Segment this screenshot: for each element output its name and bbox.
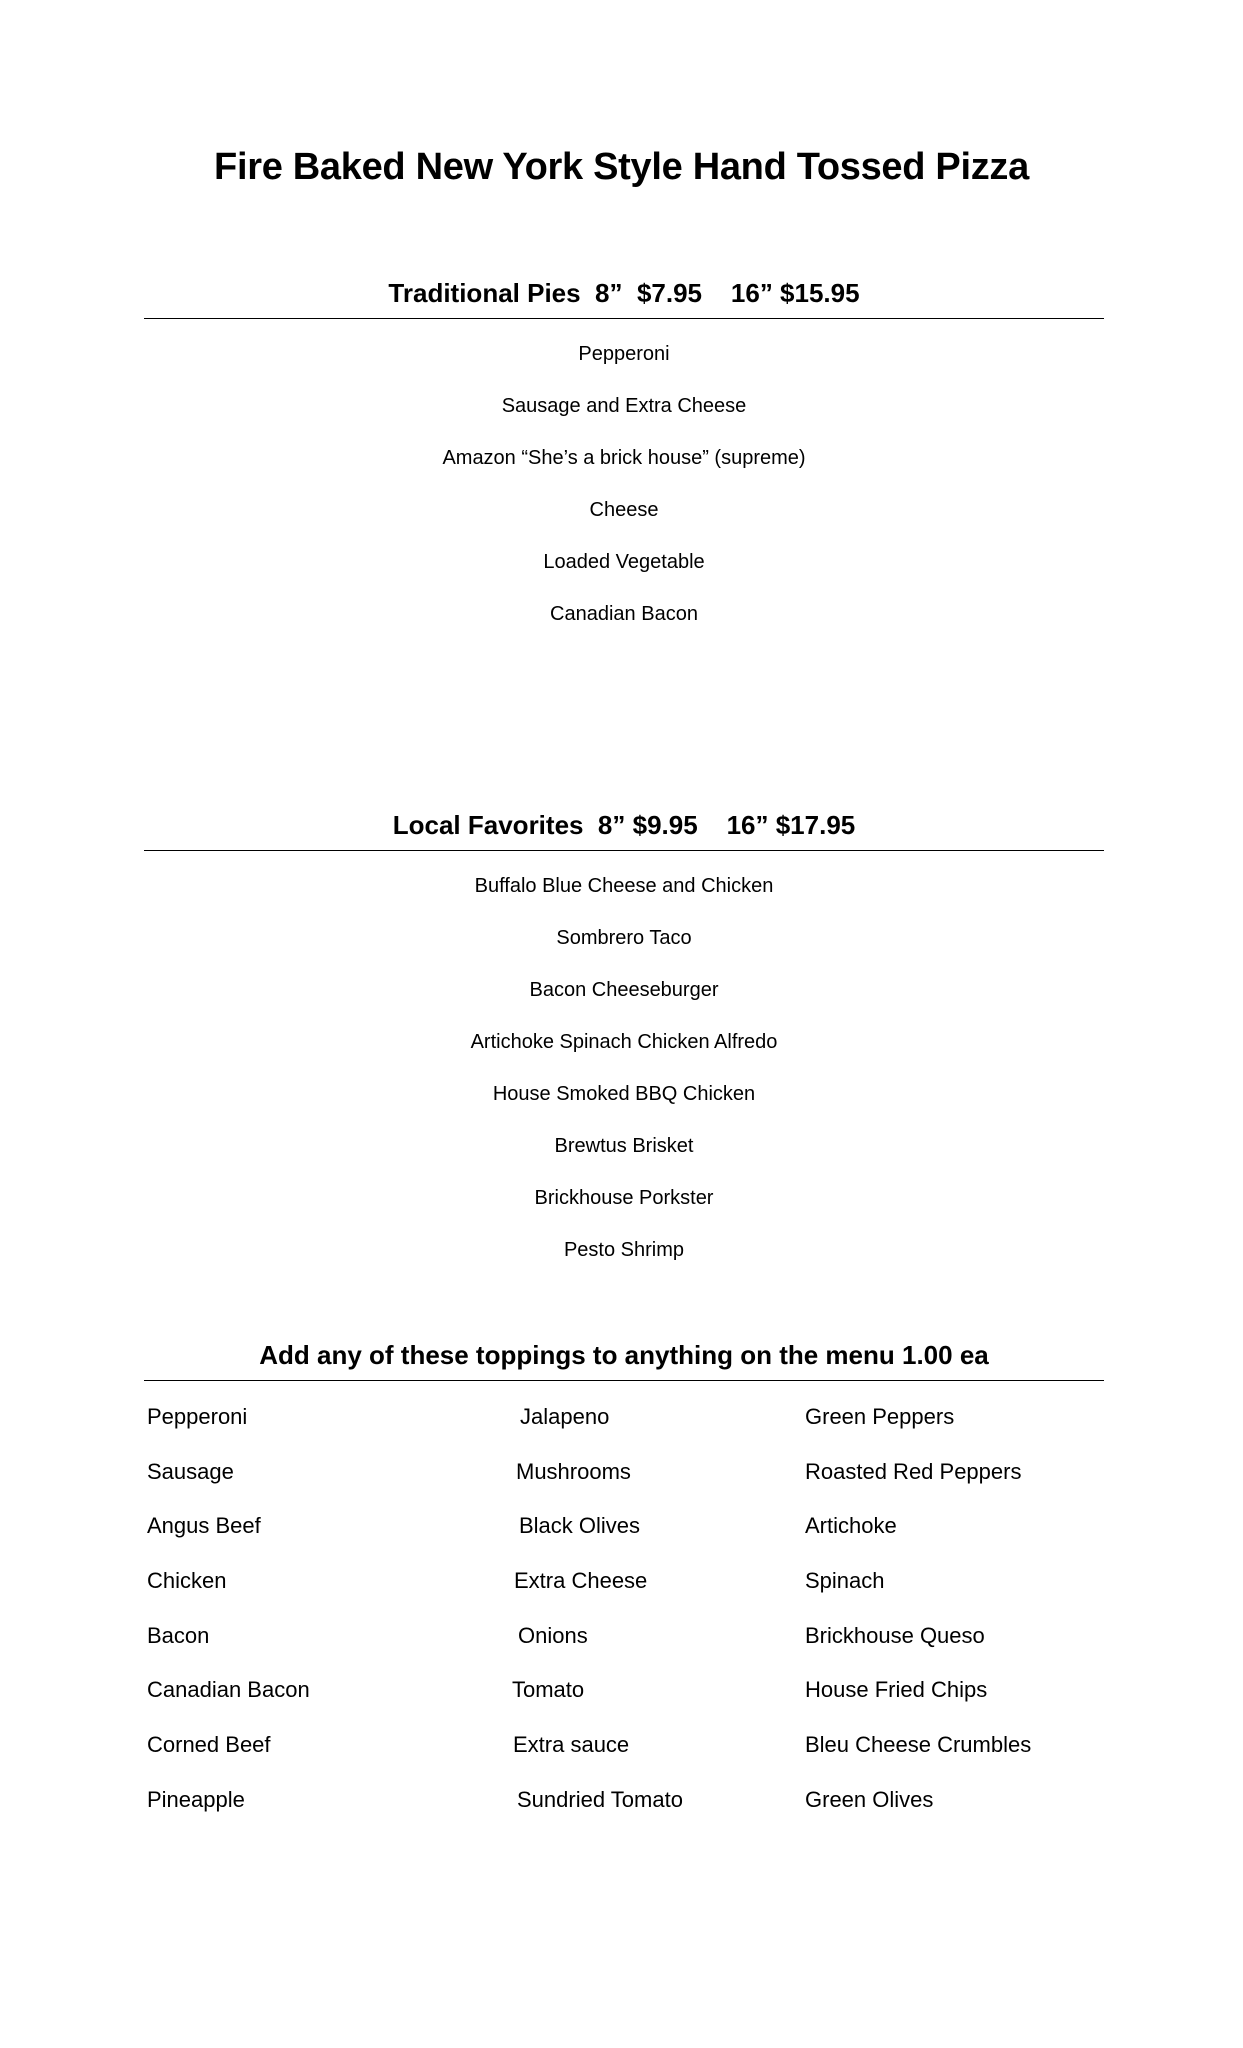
list-item: Angus Beef xyxy=(147,1513,261,1539)
list-item: Sundried Tomato xyxy=(517,1786,683,1812)
traditional-pies-divider xyxy=(144,318,1104,319)
list-item: Sombrero Taco xyxy=(556,927,692,949)
toppings-column-2 xyxy=(512,1390,683,1828)
list-item: Black Olives xyxy=(519,1513,641,1539)
toppings-grid xyxy=(0,1390,1243,1830)
list-item: Artichoke xyxy=(805,1513,897,1539)
list-item: Bacon xyxy=(147,1622,210,1648)
list-item: Brewtus Brisket xyxy=(554,1135,694,1157)
list-item: Brickhouse Queso xyxy=(805,1622,985,1648)
menu-title: Fire Baked New York Style Hand Tossed Pizza xyxy=(214,146,1029,188)
toppings-column-1 xyxy=(147,1390,310,1828)
traditional-pies-heading: Traditional Pies 8” $7.95 16” $15.95 xyxy=(388,278,860,308)
local-favorites-divider xyxy=(144,850,1104,851)
list-item: Amazon “She’s a brick house” (supreme) xyxy=(442,447,806,469)
list-item: Loaded Vegetable xyxy=(543,551,705,573)
list-item: Bleu Cheese Crumbles xyxy=(805,1732,1032,1758)
list-item: Pesto Shrimp xyxy=(563,1239,685,1261)
list-item: Extra sauce xyxy=(513,1732,630,1758)
list-item: Spinach xyxy=(805,1568,885,1594)
list-item: Green Peppers xyxy=(805,1404,955,1429)
list-item: Chicken xyxy=(147,1568,227,1594)
list-item: Tomato xyxy=(512,1677,585,1703)
list-item: Corned Beef xyxy=(147,1732,271,1758)
list-item: Canadian Bacon xyxy=(147,1677,310,1703)
toppings-column-3 xyxy=(805,1390,1031,1828)
list-item: Cheese xyxy=(589,499,659,521)
toppings-heading: Add any of these toppings to anything on the menu 1.00 ea xyxy=(259,1340,989,1370)
list-item: Pepperoni xyxy=(578,343,670,365)
list-item: House Smoked BBQ Chicken xyxy=(492,1083,756,1105)
list-item: Onions xyxy=(518,1622,588,1648)
local-favorites-list xyxy=(144,860,1104,1276)
list-item: Extra Cheese xyxy=(514,1568,648,1594)
list-item: Pineapple xyxy=(147,1786,245,1812)
toppings-divider xyxy=(144,1380,1104,1381)
list-item: Sausage xyxy=(147,1458,234,1484)
list-item: Jalapeno xyxy=(520,1404,610,1429)
list-item: Roasted Red Peppers xyxy=(805,1458,1022,1484)
list-item: Artichoke Spinach Chicken Alfredo xyxy=(470,1031,778,1053)
list-item: Sausage and Extra Cheese xyxy=(501,395,747,417)
local-favorites-heading: Local Favorites 8” $9.95 16” $17.95 xyxy=(392,810,856,840)
list-item: Buffalo Blue Cheese and Chicken xyxy=(474,875,774,897)
list-item: House Fried Chips xyxy=(805,1677,988,1703)
traditional-pies-list xyxy=(144,328,1104,640)
list-item: Mushrooms xyxy=(516,1458,631,1484)
list-item: Brickhouse Porkster xyxy=(534,1187,714,1209)
list-item: Green Olives xyxy=(805,1786,934,1812)
list-item: Canadian Bacon xyxy=(550,603,698,625)
list-item: Pepperoni xyxy=(147,1404,248,1429)
list-item: Bacon Cheeseburger xyxy=(529,979,719,1001)
